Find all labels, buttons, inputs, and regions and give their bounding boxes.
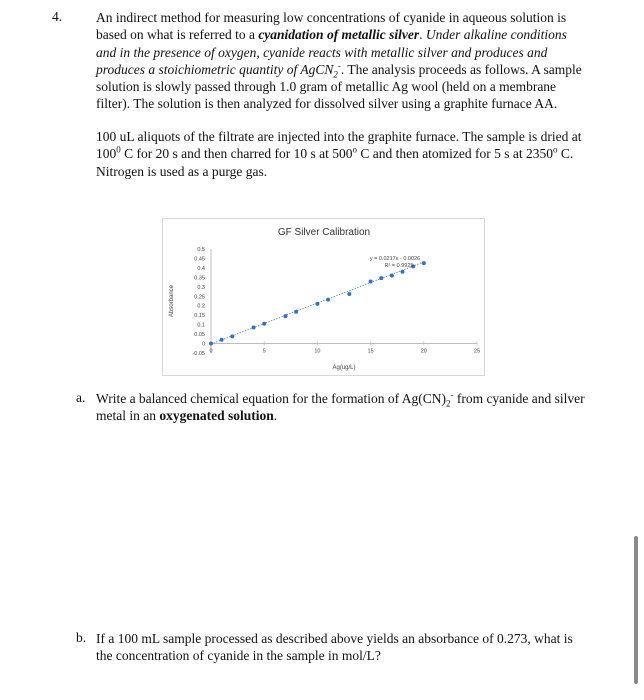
data-point bbox=[252, 325, 256, 329]
data-point bbox=[230, 334, 234, 338]
procedure-text: 100 uL aliquots of the filtrate are injected into the graphite furnace. The sample is dried at 100 bbox=[96, 129, 582, 162]
intro-text: . bbox=[419, 27, 426, 43]
y-tick-label: 0.25 bbox=[194, 294, 205, 301]
y-tick-label: 0.05 bbox=[194, 332, 205, 339]
question-intro-paragraph bbox=[96, 9, 586, 113]
data-point bbox=[294, 310, 298, 314]
intro-emphasis: cyanidation of metallic silver bbox=[258, 27, 420, 43]
trendline-equation: y = 0.0217x - 0.0026 bbox=[369, 256, 421, 262]
procedure-paragraph bbox=[96, 128, 586, 180]
data-point bbox=[315, 302, 319, 306]
procedure-text: C for 20 s and then charred for 10 s at 500 bbox=[120, 146, 353, 162]
data-point bbox=[283, 314, 287, 318]
degree-superscript: o bbox=[352, 144, 357, 155]
y-tick-label: 0.4 bbox=[197, 265, 205, 272]
procedure-text: C and then atomized for 5 s at 2350 bbox=[356, 146, 554, 162]
y-tick-label: 0.5 bbox=[197, 247, 205, 253]
y-tick-label: -0.05 bbox=[192, 351, 205, 357]
part-a-span: . bbox=[273, 408, 278, 424]
intro-text: . The analysis proceeds as follows. A sample solution is slowly passed through 1.0 gram of metallic Ag wool (held on a membrane filter). The solution is then analyzed for dissolved silver using a graphite furnace AA. bbox=[96, 61, 582, 112]
superscript: - bbox=[450, 389, 454, 400]
subscript: 2 bbox=[445, 398, 451, 409]
y-tick-label: 0.3 bbox=[197, 284, 205, 291]
chart-canvas bbox=[163, 219, 486, 377]
data-point bbox=[220, 338, 224, 342]
part-b-letter: b. bbox=[76, 630, 87, 645]
part-a-letter: a. bbox=[76, 390, 86, 405]
data-point bbox=[379, 276, 383, 280]
question-number: 4. bbox=[52, 9, 63, 24]
chart-title: GF Silver Calibration bbox=[277, 227, 371, 238]
y-tick-label: 0 bbox=[201, 341, 205, 348]
data-point bbox=[262, 322, 266, 326]
x-tick-label: 5 bbox=[262, 348, 266, 355]
data-point bbox=[347, 292, 351, 296]
part-b-text: If a 100 mL sample processed as described above yields an absorbance of 0.273, what is the concentration of cyanide in the sample in mol/L? bbox=[96, 631, 573, 664]
data-point bbox=[326, 298, 330, 302]
x-axis-label: Ag(ug/L) bbox=[332, 365, 356, 371]
scrollbar[interactable] bbox=[634, 536, 638, 684]
data-point bbox=[390, 273, 394, 277]
y-tick-label: 0.35 bbox=[194, 275, 205, 282]
part-a-span: Write a balanced chemical equation for the formation of Ag(CN) bbox=[96, 391, 446, 406]
degree-superscript: 0 bbox=[116, 144, 121, 155]
r-squared-label: R² = 0.9925 bbox=[384, 263, 414, 269]
y-tick-label: 0.15 bbox=[194, 313, 205, 320]
calibration-chart bbox=[162, 218, 485, 376]
x-tick-label: 20 bbox=[420, 348, 427, 355]
intro-italic-text: Under alkaline conditions and in the presence of oxygen, cyanide reacts with metallic silver and produces and produces a stoichiometric quantity of AgCN bbox=[96, 27, 567, 77]
y-tick-label: 0.2 bbox=[197, 303, 205, 310]
data-point bbox=[422, 261, 426, 265]
data-point bbox=[401, 270, 405, 274]
procedure-text: C. Nitrogen is used as a purge gas. bbox=[96, 146, 574, 179]
x-tick-label: 25 bbox=[473, 348, 481, 355]
data-point bbox=[209, 342, 213, 346]
x-tick-label: 10 bbox=[314, 348, 321, 355]
y-tick-label: 0.45 bbox=[194, 256, 205, 263]
part-a-text bbox=[96, 390, 586, 425]
y-axis-label: Absorbance bbox=[169, 284, 175, 318]
intro-text: An indirect method for measuring low concentrations of cyanide in aqueous solution is based on what is referred to a bbox=[96, 10, 567, 43]
x-tick-label: 0 bbox=[209, 348, 213, 355]
subscript: 2 bbox=[333, 69, 338, 80]
x-tick-label: 15 bbox=[367, 348, 374, 355]
part-a-bold: oxygenated solution bbox=[159, 408, 274, 424]
y-tick-label: 0.1 bbox=[197, 322, 205, 329]
data-point bbox=[369, 280, 373, 284]
superscript: - bbox=[337, 60, 341, 71]
part-a-span: from cyanide and silver metal in an bbox=[96, 391, 585, 424]
degree-superscript: o bbox=[553, 144, 558, 155]
